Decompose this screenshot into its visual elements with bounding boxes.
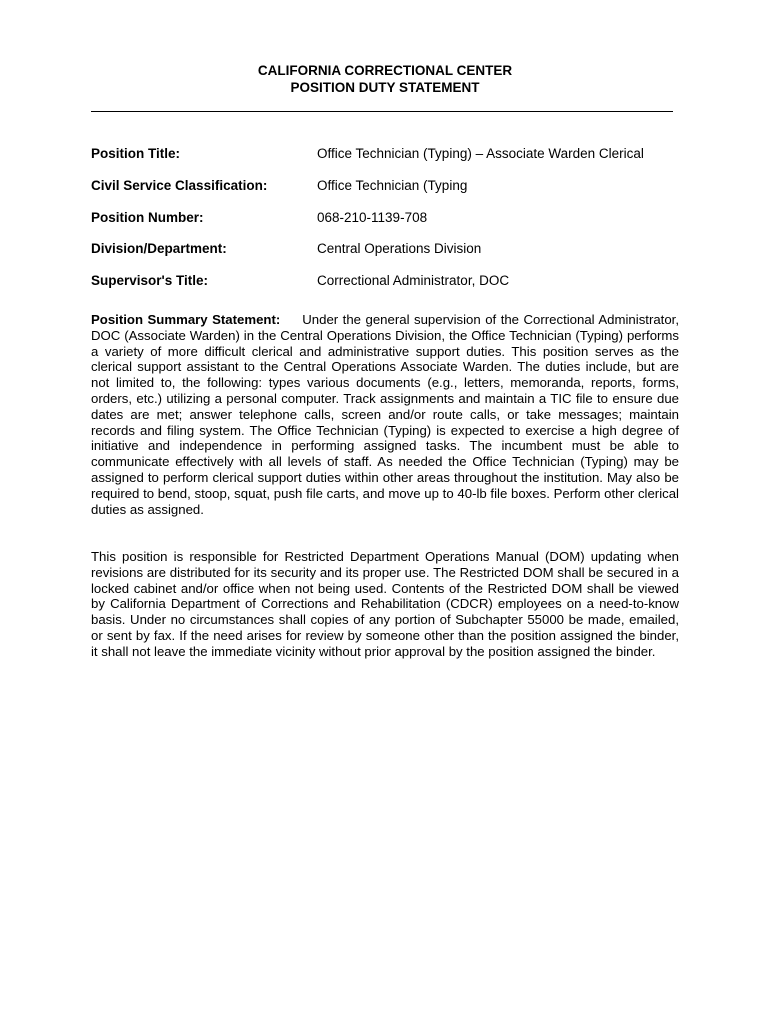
field-row-civil-service-classification bbox=[91, 177, 691, 209]
field-value: 068-210-1139-708 bbox=[317, 209, 428, 225]
field-label: Supervisor's Title: bbox=[91, 273, 208, 289]
field-row-supervisor-title bbox=[91, 272, 691, 304]
restricted-dom-paragraph: This position is responsible for Restricted Department Operations Manual (DOM) updating when revisions are distributed for its security and its proper use. The Restricted DOM shall be secured in a locked cabinet and/or office when not being used. Contents of the Restricted DOM shall be viewed by California Department of Corrections and Rehabilitation (CDCR) employees on a need-to-know basis. Under no circumstances shall copies of any portion of Subchapter 55000 be made, emailed, or sent by fax. If the need arises for review by someone other than the position assigned the binder, it shall not leave the immediate vicinity without prior approval by the position assigned the binder. bbox=[91, 549, 679, 659]
field-label: Position Title: bbox=[91, 146, 181, 161]
organization-name: CALIFORNIA CORRECTIONAL CENTER bbox=[257, 63, 513, 78]
position-fields bbox=[91, 145, 691, 304]
document-title: POSITION DUTY STATEMENT bbox=[290, 80, 480, 95]
field-label: Position Number: bbox=[91, 209, 204, 225]
field-row-position-number bbox=[91, 209, 691, 241]
field-value: Office Technician (Typing bbox=[317, 177, 468, 193]
document-header bbox=[0, 62, 770, 96]
summary-text: Under the general supervision of the Correctional Administrator, DOC (Associate Warden) in the Central Operations Division, the Office Technician (Typing) performs a variety of more difficult clerical and administrative support duties. This position serves as the clerical support assistant to the Central Operations Associate Warden. The duties include, but are not limited to, the following: types various documents (e.g., letters, memoranda, reports, forms, orders, etc.) utilizing a personal computer. Track assignments and maintain a TIC file to ensure due dates are met; answer telephone calls, screen and/or route calls, or take messages; maintain records and filing system. The Office Technician (Typing) is expected to exercise a high degree of initiative and independence in performing assigned tasks. The incumbent must be able to communicate effectively with all levels of staff. As needed the Office Technician (Typing) may be assigned to perform clerical support duties within other areas throughout the institution. May also be required to bend, stoop, squat, push file carts, and move up to 40-lb file boxes. Perform other clerical duties as assigned. bbox=[91, 312, 679, 517]
field-label: Division/Department: bbox=[91, 241, 227, 257]
field-label: Civil Service Classification: bbox=[91, 177, 268, 193]
field-row-division-department bbox=[91, 240, 691, 272]
summary-label: Position Summary Statement: bbox=[91, 312, 281, 327]
field-value: Office Technician (Typing) – Associate Warden Clerical bbox=[317, 146, 644, 161]
field-row-position-title bbox=[91, 145, 691, 177]
position-summary-statement bbox=[91, 312, 679, 517]
header-divider bbox=[91, 111, 673, 112]
field-value: Central Operations Division bbox=[317, 241, 482, 257]
field-value: Correctional Administrator, DOC bbox=[317, 273, 510, 289]
